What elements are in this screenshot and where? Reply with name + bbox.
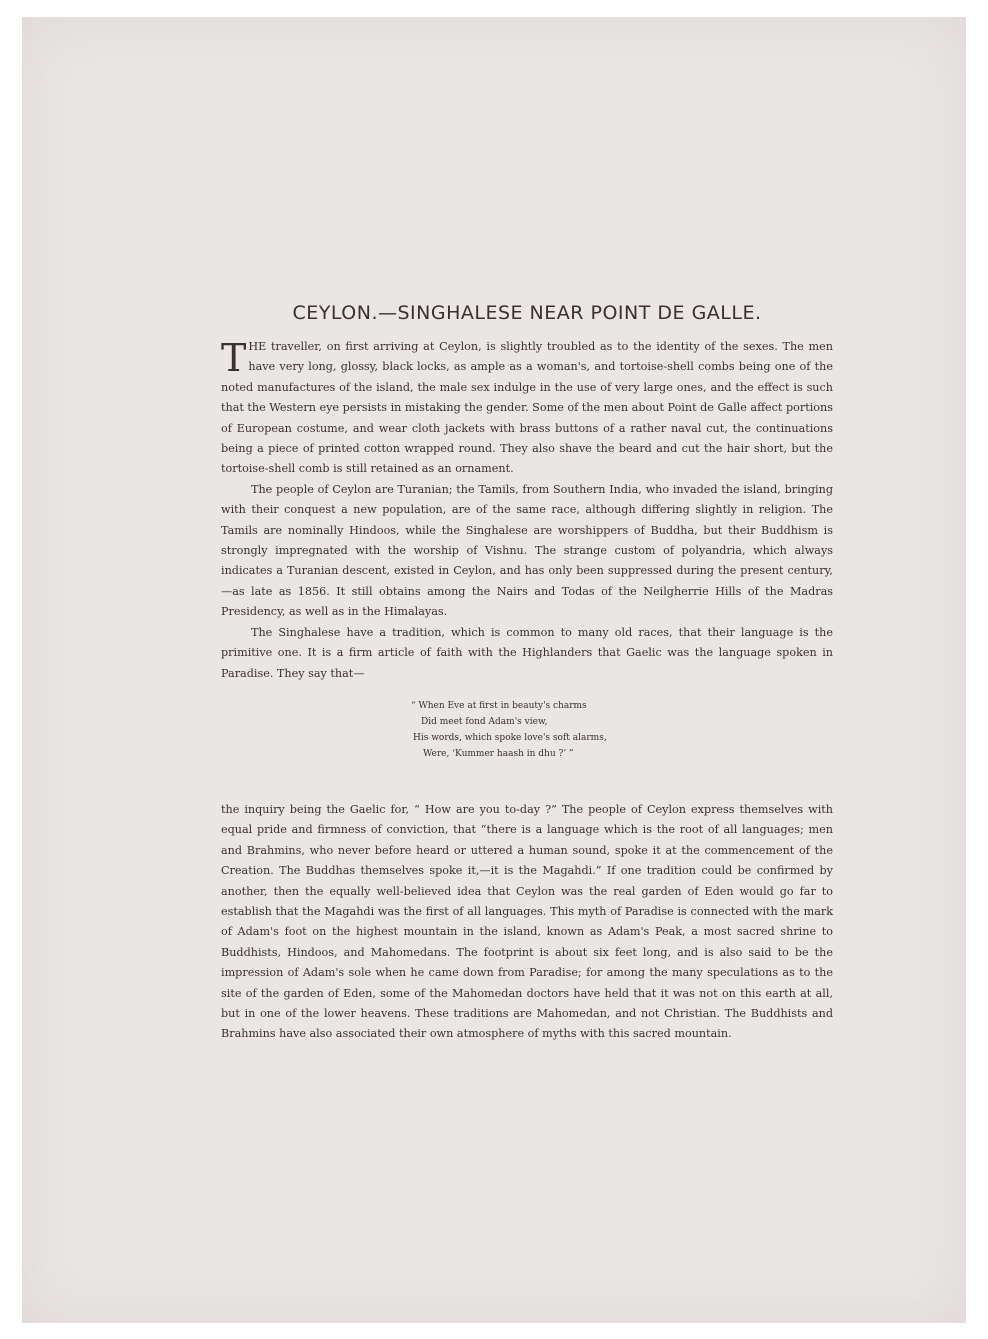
paragraph-2: The people of Ceylon are Turanian; the Tamils, from Southern India, who invaded the island, bringing with their conquest a new population, are of the same race, although differing slightly in religion. The Tamils are nominally Hindoos, while the Singhalese are worshippers of Buddha, but their Buddhism is strongly impregnated with the worship of Vishnu. The strange custom of polyandria, which always indicates a Turanian descent, existed in Ceylon, and has only been suppressed during the present century,—as late as 1856. It still obtains among the Nairs and Todas of the Neilgherrie Hills of the Madras Presidency, as well as in the Himalayas. <box>221 482 833 619</box>
verse-line: Did meet fond Adam's view, <box>421 716 548 727</box>
paragraph-4: the inquiry being the Gaelic for, “ How are you to-day ?” The people of Ceylon express themselves with equal pride and firmness of conviction, that “there is a language which is the root of all languages; men and Brahmins, who never before heard or uttered a human sound, spoke it at the commencement of the Creation. The Buddhas themselves spoke it,—it is the Magahdi.” If one tradition could be confirmed by another, then the equally well-believed idea that Ceylon was the real garden of Eden would go far to establish that the Magahdi was the first of all languages. This myth of Paradise is connected with the mark of Adam's foot on the highest mountain in the island, known as Adam's Peak, a most sacred shrine to Buddhists, Hindoos, and Mahomedans. The footprint is about six feet long, and is also said to be the impression of Adam's sole when he came down from Paradise; for among the many speculations as to the site of the garden of Eden, some of the Mahomedan doctors have held that it was not on this earth at all, but in one of the lower heavens. These traditions are Mahomedan, and not Christian. The Buddhists and Brahmins have also associated their own atmosphere of myths with this sacred mountain. <box>221 802 833 1041</box>
verse-quote <box>411 698 833 762</box>
page-title: CEYLON.—SINGHALESE NEAR POINT DE GALLE. <box>292 302 762 324</box>
verse-line: Were, ‘Kummer haash in dhu ?’ ” <box>423 748 574 759</box>
article <box>221 299 833 1045</box>
paragraph-1 <box>221 337 833 480</box>
verse-line: His words, which spoke love's soft alarms, <box>413 732 607 743</box>
drop-cap: T <box>221 336 247 380</box>
paragraph-1-text: HE traveller, on first arriving at Ceylon, is slightly troubled as to the identity of the sexes. The men have very long, glossy, black locks, as ample as a woman's, and tortoise-shell combs being one of the noted manufactures of the island, the male sex indulge in the use of very large ones, and the effect is such that the Western eye persists in mistaking the gender. Some of the men about Point de Galle affect portions of European costume, and wear cloth jackets with brass buttons of a rather naval cut, the continuations being a piece of printed cotton wrapped round. They also shave the beard and cut the hair short, but the tortoise-shell comb is still retained as an ornament. <box>221 340 833 476</box>
page-sheet <box>22 17 966 1323</box>
paragraph-3: The Singhalese have a tradition, which is common to many old races, that their language is the primitive one. It is a firm article of faith with the Highlanders that Gaelic was the language spoken in Paradise. They say that— <box>221 625 833 680</box>
verse-line: “ When Eve at first in beauty's charms <box>411 700 587 711</box>
